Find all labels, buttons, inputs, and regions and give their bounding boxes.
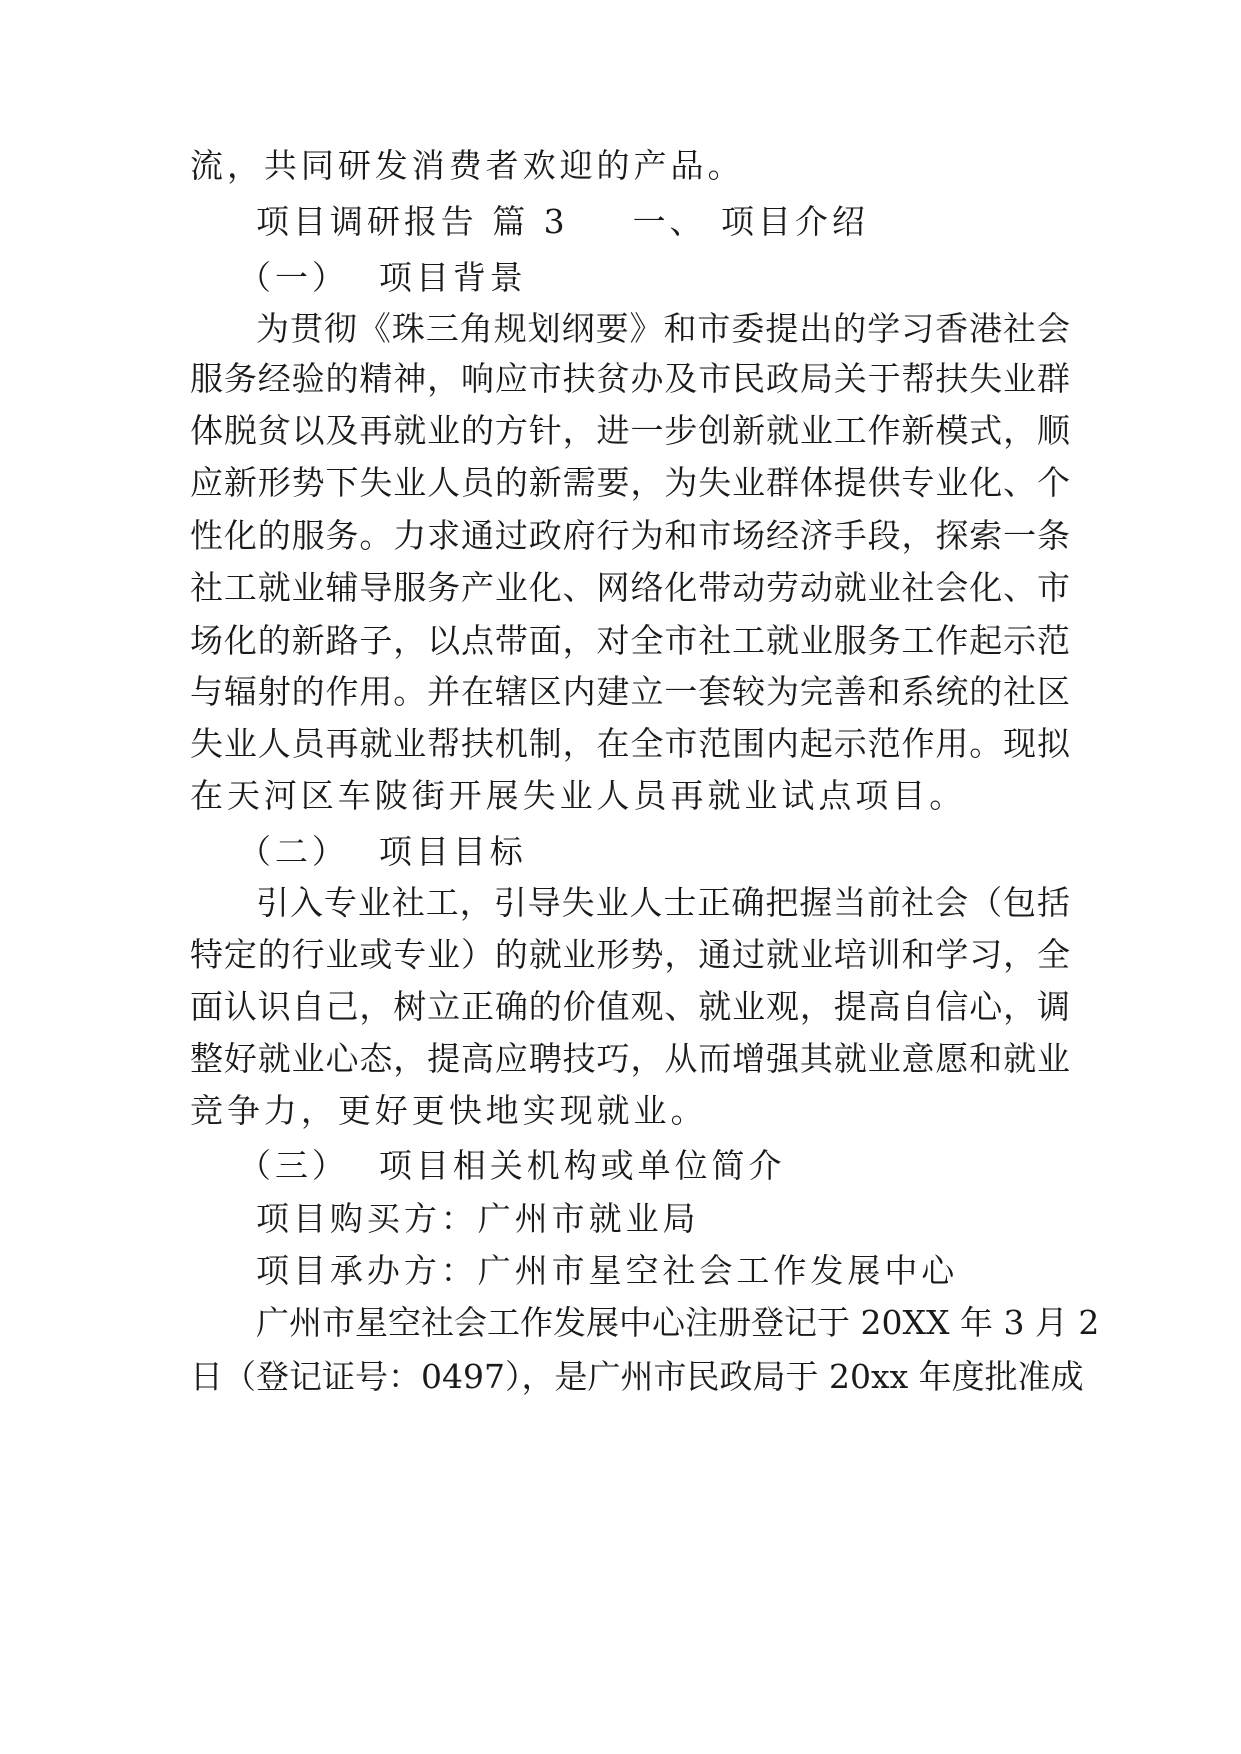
- section-heading-line: [256, 192, 1136, 252]
- subsection-title: 项目背景: [378, 258, 527, 297]
- text-line: [256, 1189, 1136, 1249]
- subsection-heading-line: [238, 1136, 1118, 1196]
- paragraph-text: 为贯彻《珠三角规划纲要》和市委提出的学习香港社会: [256, 309, 1070, 348]
- text-line: [256, 873, 1070, 933]
- subsection-number: （二）: [238, 832, 349, 871]
- subsection-title: 项目相关机构或单位简介: [378, 1146, 786, 1185]
- text-line: [190, 662, 1070, 722]
- text-line: [256, 1293, 1100, 1353]
- paragraph-text: 面认识自己，树立正确的价值观、就业观，提高自信心，调: [190, 987, 1070, 1026]
- paragraph-text: 竞争力，更好更快地实现就业。: [190, 1091, 708, 1130]
- paragraph-text: 引入专业社工，引导失业人士正确把握当前社会（包括: [256, 883, 1070, 922]
- text-line: [190, 1029, 1070, 1089]
- paragraph-text: 整好就业心态，提高应聘技巧，从而增强其就业意愿和就业: [190, 1039, 1070, 1078]
- report-title: 项目调研报告 篇 3: [256, 202, 569, 241]
- paragraph-text: 与辐射的作用。并在辖区内建立一套较为完善和系统的社区: [190, 672, 1070, 711]
- text-line: [190, 401, 1070, 461]
- subsection-number: （一）: [238, 258, 349, 297]
- subsection-title: 项目目标: [378, 832, 527, 871]
- paragraph-text: 失业人员再就业帮扶机制，在全市范围内起示范作用。现拟: [190, 724, 1070, 763]
- paragraph-text: 场化的新路子，以点带面，对全市社工就业服务工作起示范: [190, 621, 1070, 660]
- text-line: [190, 136, 1070, 196]
- purchaser-line: 项目购买方：广州市就业局: [256, 1199, 700, 1238]
- paragraph-text: 广州市星空社会工作发展中心注册登记于 20XX 年 3 月 2: [256, 1303, 1100, 1342]
- paragraph-text: 日（登记证号：0497），是广州市民政局于 20xx 年度批准成: [190, 1357, 1084, 1396]
- paragraph-text: 体脱贫以及再就业的方针，进一步创新就业工作新模式，顺: [190, 411, 1070, 450]
- subsection-number: （三）: [238, 1146, 349, 1185]
- paragraph-text: 服务经验的精神，响应市扶贫办及市民政局关于帮扶失业群: [190, 359, 1070, 398]
- text-line: [190, 714, 1070, 774]
- text-line: [190, 977, 1070, 1037]
- paragraph-text: 特定的行业或专业）的就业形势，通过就业培训和学习，全: [190, 935, 1070, 974]
- text-line: [256, 1241, 1136, 1301]
- paragraph-text: 社工就业辅导服务产业化、网络化带动劳动就业社会化、市: [190, 568, 1070, 607]
- text-line: [190, 558, 1070, 618]
- paragraph-text: 在天河区车陂街开展失业人员再就业试点项目。: [190, 776, 967, 815]
- text-line: [190, 766, 1070, 826]
- text-line: [190, 349, 1070, 409]
- text-line: [190, 506, 1070, 566]
- contractor-line: 项目承办方：广州市星空社会工作发展中心: [256, 1251, 959, 1290]
- text-line: [190, 925, 1070, 985]
- text-line: [190, 1347, 1084, 1407]
- paragraph-text: 应新形势下失业人员的新需要，为失业群体提供专业化、个: [190, 463, 1070, 502]
- text-line: [190, 453, 1070, 513]
- text-line: [190, 1081, 1070, 1141]
- paragraph-text: 性化的服务。力求通过政府行为和市场经济手段，探索一条: [190, 516, 1070, 555]
- section-heading: 一、 项目介绍: [632, 202, 869, 241]
- paragraph-tail: 流，共同研发消费者欢迎的产品。: [190, 146, 745, 185]
